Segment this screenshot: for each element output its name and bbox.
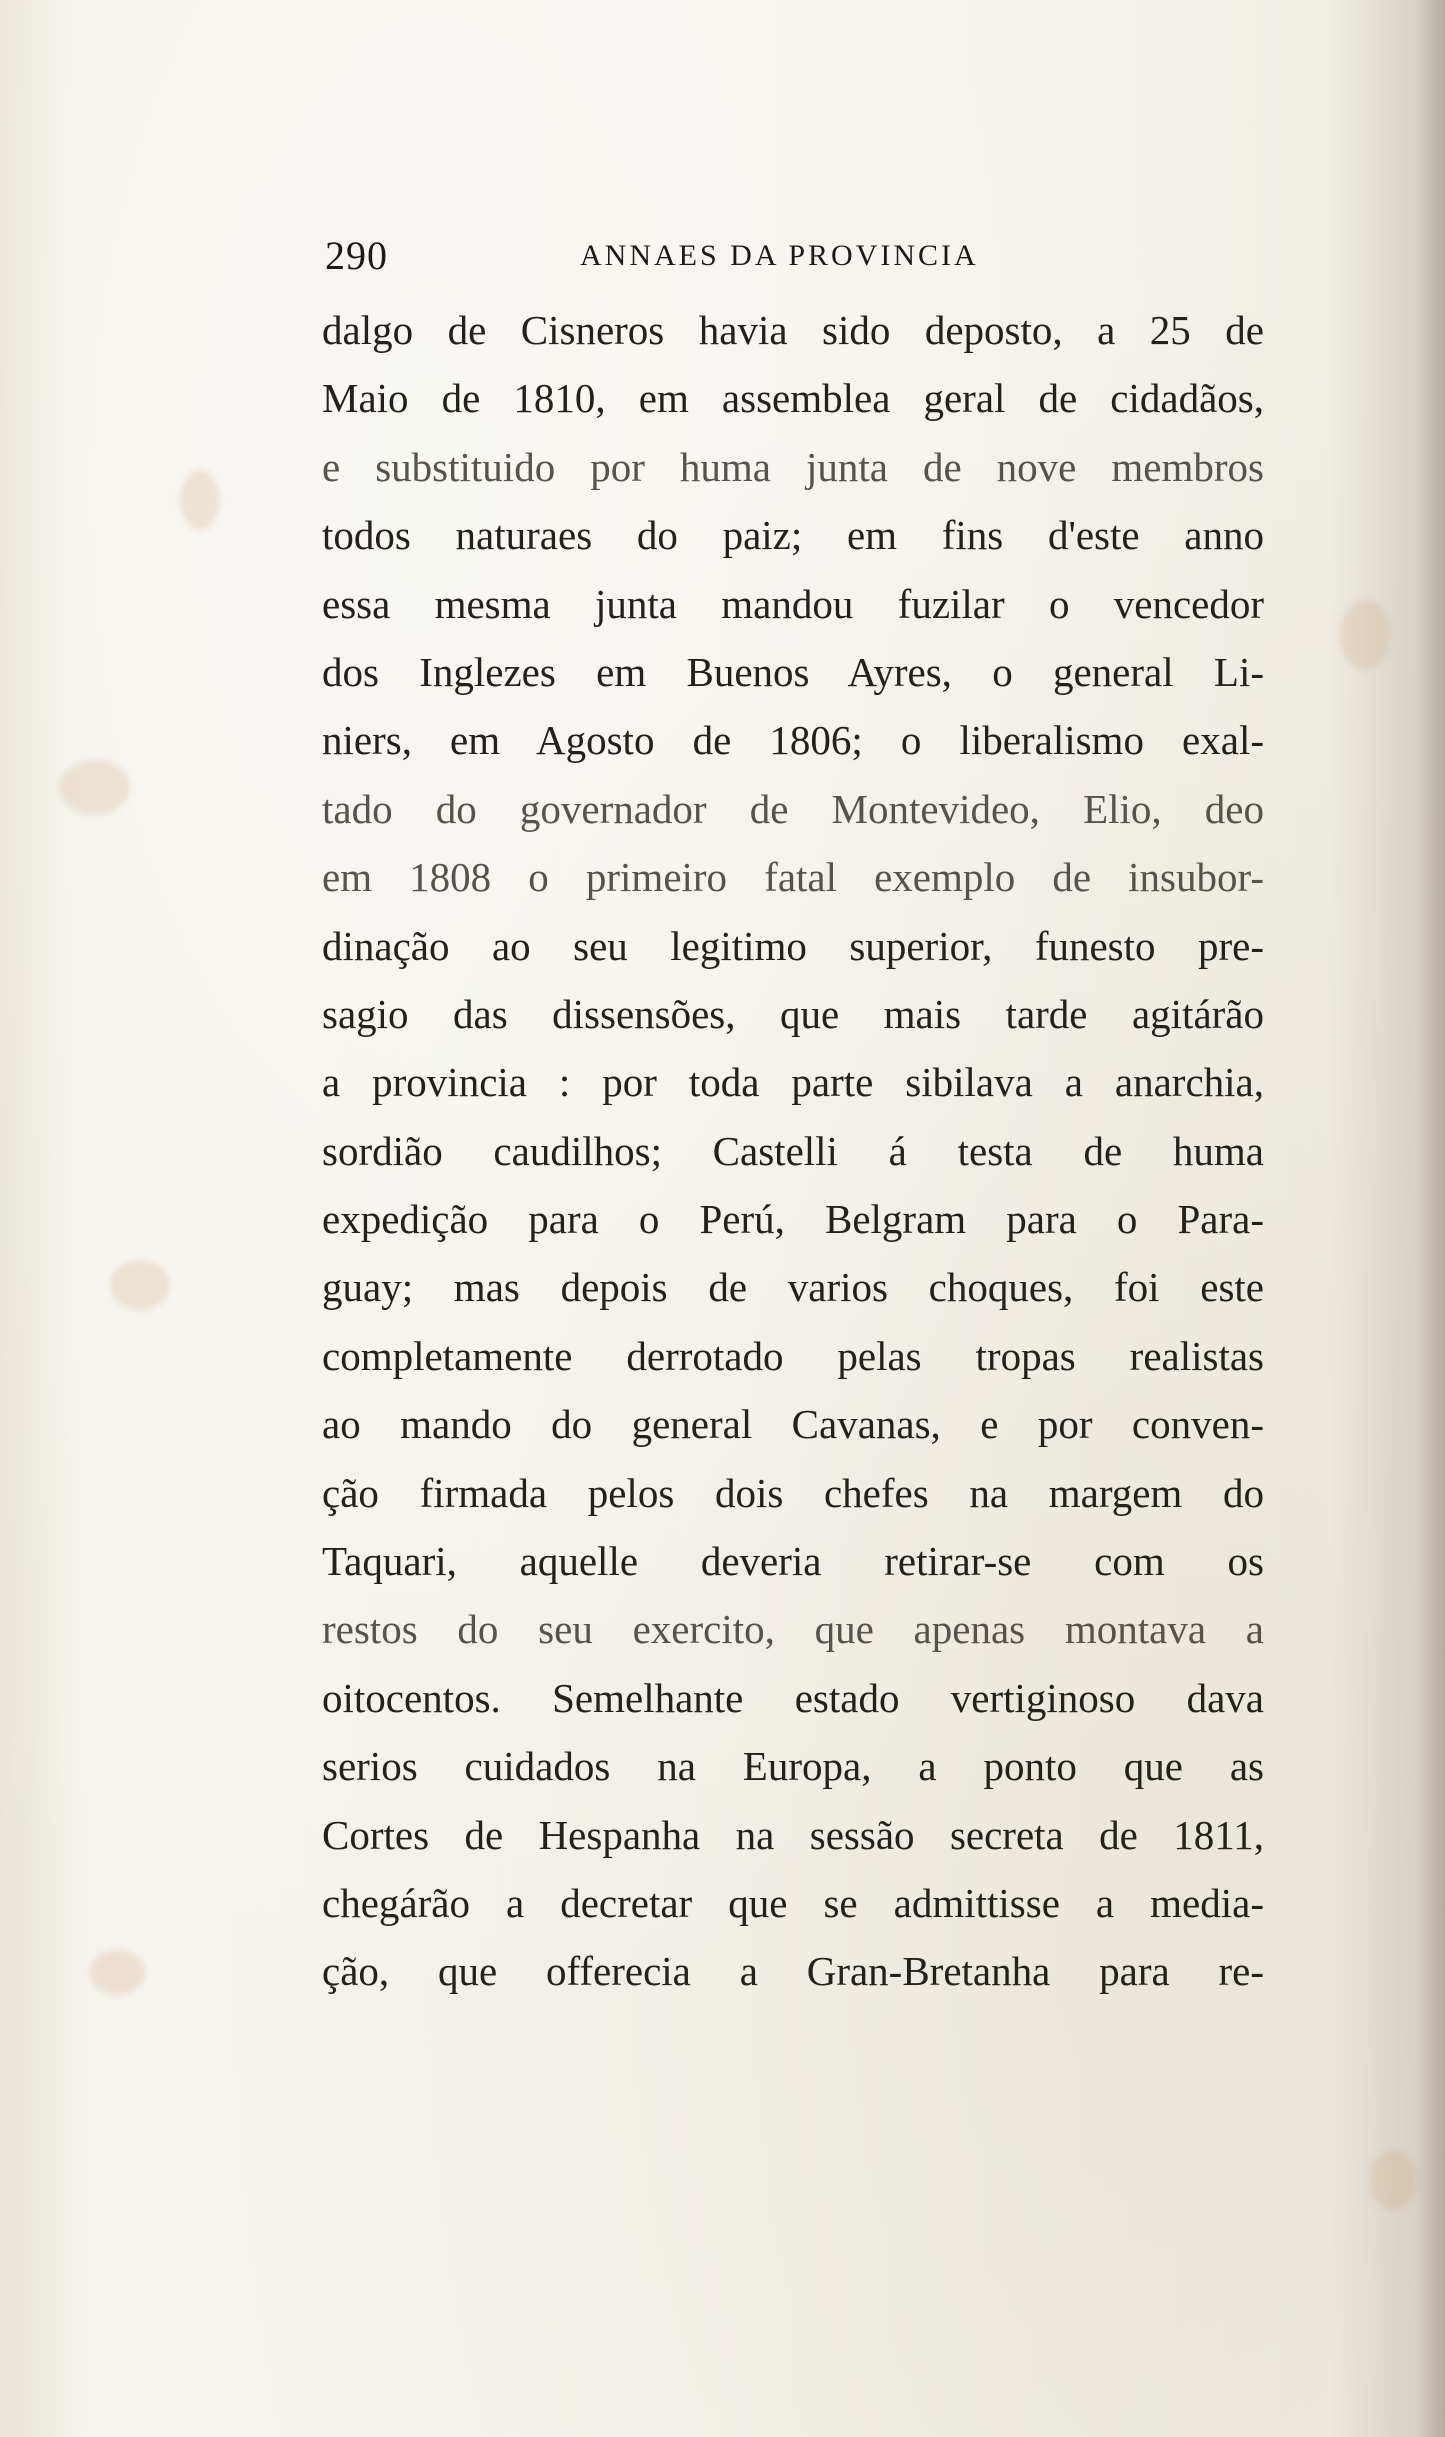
paper-stain [110,1260,170,1310]
text-line: dos Inglezes em Buenos Ayres, o general Li- [322,648,1264,695]
text-line: Maio de 1810, em assemblea geral de cidadãos, [322,375,1264,422]
text-line: a provincia : por toda parte sibilava a anarchia, [322,1059,1264,1106]
text-line: restos do seu exercito, que apenas montava a [322,1606,1264,1653]
text-line: ção, que offerecia a Gran-Bretanha para re- [322,1948,1264,1995]
text-line: e substituido por huma junta de nove membros [322,443,1264,490]
text-line: completamente derrotado pelas tropas realistas [322,1332,1264,1379]
page-edge-shadow [1417,0,1445,2437]
text-line: sagio das dissensões, que mais tarde agitárão [322,990,1264,1037]
text-line: Cortes de Hespanha na sessão secreta de 1811, [322,1811,1264,1858]
text-line: tado do governador de Montevideo, Elio, deo [322,785,1264,832]
paper-stain [1340,600,1390,670]
text-line: essa mesma junta mandou fuzilar o vencedor [322,580,1264,627]
running-title: ANNAES DA PROVINCIA [580,239,979,272]
page-number: 290 [325,233,388,278]
page-header [325,228,1265,284]
paper-stain [60,760,130,815]
paper-stain [1370,2150,1415,2210]
text-line: Taquari, aquelle deveria retirar-se com os [322,1538,1264,1585]
text-line: todos naturaes do paiz; em fins d'este anno [322,512,1264,559]
body-text [322,296,1264,2006]
text-line: chegárão a decretar que se admittisse a media- [322,1879,1264,1926]
text-line: sordião caudilhos; Castelli á testa de huma [322,1127,1264,1174]
text-line: serios cuidados na Europa, a ponto que as [322,1743,1264,1790]
text-line: dalgo de Cisneros havia sido deposto, a 25 de [322,307,1264,353]
text-line: expedição para o Perú, Belgram para o Para- [322,1196,1264,1243]
text-line: niers, em Agosto de 1806; o liberalismo exal- [322,717,1264,764]
text-line: ção firmada pelos dois chefes na margem do [322,1469,1264,1516]
paper-stain [90,1950,145,1995]
text-line: dinação ao seu legitimo superior, funesto pre- [322,922,1264,969]
text-line: oitocentos. Semelhante estado vertiginoso dava [322,1674,1264,1721]
text-line: ao mando do general Cavanas, e por conven- [322,1401,1264,1448]
text-line: guay; mas depois de varios choques, foi este [322,1264,1264,1311]
text-line: em 1808 o primeiro fatal exemplo de insubor- [322,854,1264,901]
paper-stain [180,470,220,530]
